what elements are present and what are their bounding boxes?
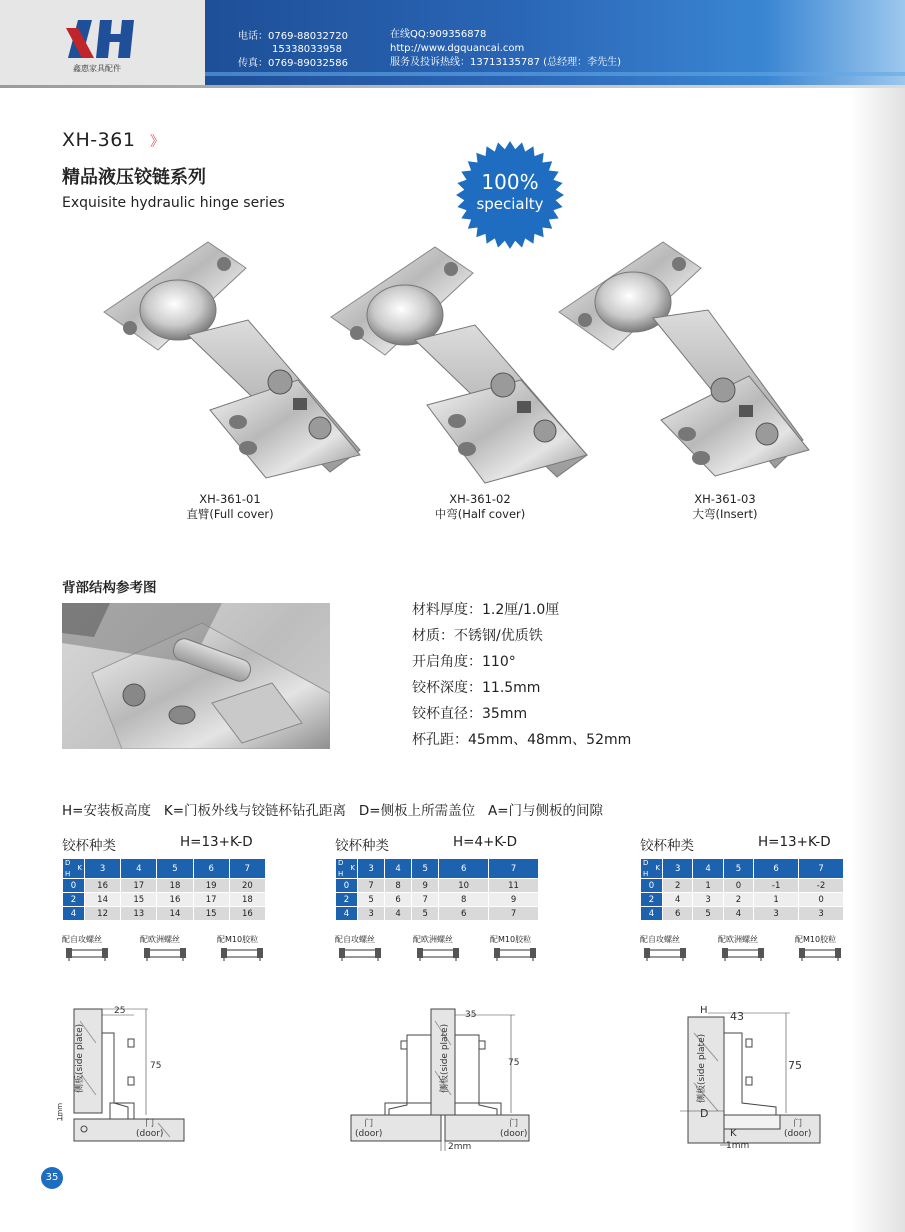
screw-label: 配欧洲螺丝: [140, 935, 180, 944]
table-cell: 6: [439, 907, 489, 921]
table-cell: 2: [663, 879, 693, 893]
diagram-2-side-cn: 侧板: [440, 1074, 450, 1093]
hinge-plate-icon: [642, 947, 688, 961]
page-number-badge: [41, 1167, 63, 1189]
table-cell: 9: [412, 879, 439, 893]
diagram-3-k: K: [730, 1128, 737, 1139]
table-cell: 15: [121, 893, 157, 907]
table-cell: 6: [385, 893, 412, 907]
screw-label: 配自攻螺丝: [335, 935, 375, 944]
diagram-1-door-en: (door): [136, 1129, 164, 1139]
screw-label: 配M10胶粒: [795, 935, 837, 944]
diagram-2-door-right-cn: 门: [509, 1119, 519, 1129]
table-cell: 7: [489, 907, 539, 921]
hinge-plate-icon: [337, 947, 383, 961]
corner-top: D: [65, 859, 71, 867]
table-row: [63, 879, 266, 893]
diagram-2-gap: 2mm: [448, 1142, 472, 1152]
screw-label: 配欧洲螺丝: [413, 935, 453, 944]
diagram-2-door-left-cn: 门: [364, 1119, 374, 1129]
screw-label: 配M10胶粒: [217, 935, 259, 944]
row-header: 2: [63, 893, 85, 907]
diagram-2-top: 35: [465, 1010, 477, 1020]
hinge-plate-icon: [219, 947, 265, 961]
diagram-3-door-cn: 门: [793, 1119, 803, 1129]
col-header: 5: [412, 859, 439, 879]
col-header: 7: [229, 859, 265, 879]
variant-1-caption: [170, 492, 290, 522]
back-view-title: 背部结构参考图: [62, 580, 157, 596]
variant-2-caption: [415, 492, 545, 522]
col-header: 5: [723, 859, 753, 879]
table-cell: 0: [799, 893, 844, 907]
table-cell: 7: [412, 893, 439, 907]
badge-line1: 100%: [481, 170, 539, 194]
corner-mid: K: [655, 864, 660, 872]
spec-list: [412, 597, 631, 753]
diagram-2-side-en: (side plate): [440, 1023, 450, 1075]
table-label: 铰杯种类: [640, 838, 694, 854]
tel: 电话：0769-88032720: [238, 31, 348, 42]
hinge-plate-icon: [415, 947, 461, 961]
table-cell: 0: [723, 879, 753, 893]
diagram-3-door-en: (door): [784, 1129, 812, 1139]
table-cell: 13: [121, 907, 157, 921]
table-cell: 5: [358, 893, 385, 907]
table-row: [336, 907, 539, 921]
variant-2-name: 中弯(Half cover): [434, 507, 526, 521]
row-header: 4: [641, 907, 663, 921]
specialty-badge: [455, 140, 565, 250]
table-cell: 18: [229, 893, 265, 907]
corner-mid: K: [350, 864, 355, 872]
variant-3-code: XH-361-03: [694, 492, 756, 506]
diagram-3-side: [694, 1034, 707, 1103]
table-grid: [640, 858, 844, 921]
hinge-plate-icon: [64, 947, 110, 961]
diagram-1-door-cn: 门: [145, 1119, 155, 1129]
table-cell: 5: [412, 907, 439, 921]
table-formula: H=13+K-D: [758, 834, 831, 850]
model-number: XH-361: [62, 129, 136, 151]
col-header: 3: [358, 859, 385, 879]
header-stripe: [205, 72, 905, 76]
col-header: 3: [85, 859, 121, 879]
screw-label: 配自攻螺丝: [62, 935, 102, 944]
logo-icon: [64, 20, 144, 62]
table-cell: 19: [193, 879, 229, 893]
diagram-3-side-cn: 侧板: [697, 1084, 707, 1103]
table-cell: 12: [85, 907, 121, 921]
variant-3-name: 大弯(Insert): [692, 507, 758, 521]
page-edge-shade: [850, 88, 905, 1232]
diagram-3-door: [784, 1119, 811, 1139]
diagram-half-cover: [345, 1005, 535, 1155]
screw-label: 配欧洲螺丝: [718, 935, 758, 944]
table-cell: 3: [358, 907, 385, 921]
table-cell: 14: [157, 907, 193, 921]
corner-bot: H: [643, 870, 649, 878]
badge-line2: specialty: [476, 195, 544, 213]
col-header: 6: [193, 859, 229, 879]
row-header: 0: [641, 879, 663, 893]
table-cell: 17: [121, 879, 157, 893]
table-cell: 16: [157, 893, 193, 907]
diagram-1-side-cn: 侧板: [75, 1074, 85, 1093]
table-cell: 8: [385, 879, 412, 893]
diagram-1-top: 25: [114, 1006, 126, 1016]
page-number: 35: [45, 1172, 59, 1183]
table-cell: 20: [229, 879, 265, 893]
diagram-1-side-en: (side plate): [75, 1023, 85, 1075]
table-formula: H=4+K-D: [453, 834, 518, 850]
table-cell: 1: [693, 879, 723, 893]
back-view-image: [62, 603, 330, 749]
col-header: 4: [693, 859, 723, 879]
screw-label: 配自攻螺丝: [640, 935, 680, 944]
corner-cell: [63, 859, 85, 879]
table-cell: 4: [385, 907, 412, 921]
diagram-1-door: [136, 1119, 163, 1139]
diagram-2-door-left-en: (door): [355, 1129, 383, 1139]
table-formula: H=13+K-D: [180, 834, 253, 850]
col-header: 7: [799, 859, 844, 879]
table-cell: 4: [723, 907, 753, 921]
table-cell: 9: [489, 893, 539, 907]
table-row: [63, 893, 266, 907]
table-cell: 18: [157, 879, 193, 893]
spec-hole-distance: 杯孔距：45mm、48mm、52mm: [412, 732, 632, 748]
diagram-3-height: 75: [788, 1059, 802, 1072]
table-cell: 5: [693, 907, 723, 921]
table-row: [641, 893, 844, 907]
logo: [64, 20, 144, 62]
table-cell: 3: [754, 907, 799, 921]
table-cell: 16: [229, 907, 265, 921]
legend: H=安装板高度 K=门板外线与铰链杯钻孔距离 D=侧板上所需盖位 A=门与侧板的间隙: [62, 803, 604, 819]
table-row: [63, 907, 266, 921]
col-header: 3: [663, 859, 693, 879]
diagram-3-d: D: [700, 1107, 709, 1120]
variant-2-code: XH-361-02: [449, 492, 511, 506]
table-row: [336, 879, 539, 893]
chevron-icon: 》: [150, 134, 164, 150]
table-label: 铰杯种类: [335, 838, 389, 854]
variant-1-name: 直臂(Full cover): [186, 507, 274, 521]
corner-top: D: [338, 859, 344, 867]
corner-mid: K: [77, 864, 82, 872]
table-row: [336, 893, 539, 907]
series-title-cn: 精品液压铰链系列: [62, 167, 206, 188]
table-cell: -2: [799, 879, 844, 893]
table-grid: [335, 858, 539, 921]
table-cell: 2: [723, 893, 753, 907]
col-header: 4: [121, 859, 157, 879]
series-title-en: Exquisite hydraulic hinge series: [62, 195, 285, 211]
spec-material: 材质：不锈钢/优质铁: [412, 628, 543, 644]
col-header: 4: [385, 859, 412, 879]
hinge-image-3: [553, 240, 823, 490]
row-header: 0: [336, 879, 358, 893]
spec-cup-depth: 铰杯深度：11.5mm: [412, 680, 541, 696]
diagram-2-door-right-en: (door): [500, 1129, 528, 1139]
diagram-1-side: [72, 1024, 85, 1093]
row-header: 2: [336, 893, 358, 907]
table-row: [641, 907, 844, 921]
website[interactable]: http://www.dgquancai.com: [390, 43, 525, 54]
spec-thickness: 材料厚度：1.2厘/1.0厘: [412, 602, 560, 618]
company-name: 鑫惠家具配件: [73, 64, 121, 73]
table-cell: 15: [193, 907, 229, 921]
variant-3-caption: [665, 492, 785, 522]
table-grid: [62, 858, 266, 921]
hinge-plate-icon: [142, 947, 188, 961]
diagram-2-side: [437, 1024, 450, 1093]
corner-cell: [336, 859, 358, 879]
tel2: 15338033958: [272, 44, 342, 55]
table-cell: -1: [754, 879, 799, 893]
spec-cup-diameter: 铰杯直径：35mm: [412, 706, 528, 722]
table-cell: 10: [439, 879, 489, 893]
corner-top: D: [643, 859, 649, 867]
corner-bot: H: [65, 870, 71, 878]
row-header: 4: [63, 907, 85, 921]
row-header: 4: [336, 907, 358, 921]
table-label: 铰杯种类: [62, 838, 116, 854]
diagram-3-side-en: (side plate): [697, 1033, 707, 1085]
fax: 传真：0769-89032586: [238, 58, 348, 69]
hinge-plate-icon: [492, 947, 538, 961]
diagram-3-top: 43: [730, 1010, 744, 1023]
variant-1-code: XH-361-01: [199, 492, 261, 506]
row-header: 0: [63, 879, 85, 893]
table-cell: 1: [754, 893, 799, 907]
table-cell: 3: [799, 907, 844, 921]
hinge-plate-icon: [797, 947, 843, 961]
col-header: 5: [157, 859, 193, 879]
table-cell: 6: [663, 907, 693, 921]
spec-angle: 开启角度：110°: [412, 654, 516, 670]
diagram-full-cover: [58, 1003, 198, 1153]
row-header: 2: [641, 893, 663, 907]
table-cell: 17: [193, 893, 229, 907]
service-hotline: 服务及投诉热线：13713135787 (总经理：李先生): [390, 57, 621, 68]
diagram-insert: [680, 1003, 830, 1153]
corner-cell: [641, 859, 663, 879]
table-cell: 3: [693, 893, 723, 907]
diagram-3-gap: 1mm: [726, 1141, 750, 1151]
col-header: 6: [439, 859, 489, 879]
col-header: 6: [754, 859, 799, 879]
diagram-2-height: 75: [508, 1058, 520, 1068]
diagram-3-h: H: [700, 1005, 708, 1016]
table-cell: 16: [85, 879, 121, 893]
header-divider: [0, 85, 905, 88]
table-cell: 8: [439, 893, 489, 907]
qq: 在线QQ:909356878: [390, 29, 487, 40]
corner-bot: H: [338, 870, 344, 878]
table-cell: 4: [663, 893, 693, 907]
hinge-plate-icon: [720, 947, 766, 961]
diagram-1-height: 75: [150, 1061, 162, 1071]
diagram-1-gap: 1mm: [56, 1102, 64, 1121]
table-cell: 7: [358, 879, 385, 893]
col-header: 7: [489, 859, 539, 879]
diagram-2-door-right: [500, 1119, 527, 1139]
screw-label: 配M10胶粒: [490, 935, 532, 944]
table-cell: 11: [489, 879, 539, 893]
diagram-2-door-left: [355, 1119, 382, 1139]
table-row: [641, 879, 844, 893]
table-cell: 14: [85, 893, 121, 907]
